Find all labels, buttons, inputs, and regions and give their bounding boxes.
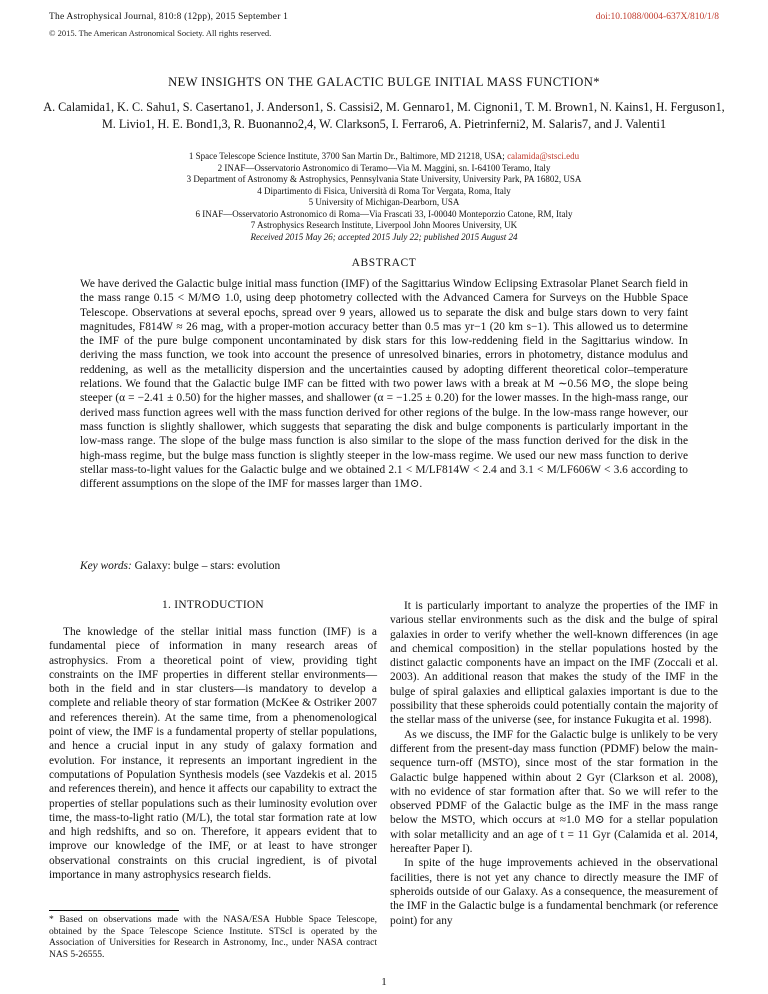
affiliation-1: 1 Space Telescope Science Institute, 3700 San Martin Dr., Baltimore, MD 21218, USA; [188, 151, 505, 161]
author-list: A. Calamida1, K. C. Sahu1, S. Casertano1, J. Anderson1, S. Cassisi2, M. Gennaro1, M. Cignoni1, T. M. Brown1, N. Kains1, H. Ferguson1, M. Livio1, H. E. Bond1,3, R. Buonanno2,4, W. Clarkson5, I. Ferraro6, A. Pietrinferni2, M. Salaris7, and J. Valenti1 [43, 100, 725, 131]
copyright-line: © 2015. The American Astronomical Society. All rights reserved. [49, 28, 272, 38]
email-link[interactable]: calamida@stsci.edu [507, 151, 580, 161]
intro-paragraph-2: It is particularly important to analyze the properties of the IMF in various stellar environments such as the disk and the bulge of spiral galaxies in order to verify whether the well-known differences (in age and chemical composition) in the stellar populations hosted by the distinct galactic components have an impact on the IMF (Zoccali et al. 2003). An additional reason that makes the study of the IMF in the bulge of spiral galaxies and elliptical galaxies important is due to the possibility that these spheroids could potentially contain the majority of the stellar mass of the universe (see, for instance Fukugita et al. 1998). [390, 600, 718, 727]
affiliation-7: 7 Astrophysics Research Institute, Liverpool John Moores University, UK [250, 220, 518, 230]
intro-paragraph-3: As we discuss, the IMF for the Galactic bulge is unlikely to be very different from the present-day mass function (PDMF) below the main-sequence turn-off (MSTO), since most of the star formation in the Galactic bulge happened within about 2 Gyr (Clarkson et al. 2008), with no evidence of star formation after that. So we will refer to the observed PDMF of the Galactic bulge as the IMF in the mass range below the MSTO, which occurs at ≈1.0 M⊙ for a stellar population with solar metallicity and an age of t = 11 Gyr (Calamida et al. 2014, hereafter Paper I). [390, 728, 718, 856]
footnote-divider [49, 910, 179, 911]
received-dates: Received 2015 May 26; accepted 2015 July 22; published 2015 August 24 [250, 231, 518, 242]
doi-link[interactable]: doi:10.1088/0004-637X/810/1/8 [595, 12, 719, 22]
abstract-text: We have derived the Galactic bulge initial mass function (IMF) of the Sagittarius Window Eclipsing Extrasolar Planet Search field in the mass range 0.15 < M/M⊙ 1.0, using deep photometry collected with the Advanced Camera for Surveys on the Hubble Space Telescope. Observations at several epochs, spread over 9 years, allowed us to separate the disk and bulge stars down to very faint magnitudes, F814W ≈ 26 mag, with a proper-motion accuracy better than 0.5 mas yr−1 (20 km s−1). This allowed us to determine the IMF of the pure bulge component uncontaminated by disk stars for this low-reddening field in the Sagittarius window. In deriving the mass function, we took into account the presence of unresolved binaries, errors in photometry, distance modulus and reddening, as well as the metallicity dispersion and the uncertainties caused by adopting different theoretical color–temperature relations. We found that the Galactic bulge IMF can be fitted with two power laws with a break at M ∼0.56 M⊙, the slope being steeper (α = −2.41 ± 0.50) for the higher masses, and shallower (α = −1.25 ± 0.20) for the lower masses. In the high-mass range, our derived mass function agrees well with the mass function derived for other regions of the bulge. In the low-mass range however, our mass function is slightly shallower, which suggests that separating the disk and bulge components is particularly important in the low-mass range. The slope of the bulge mass function is also similar to the slope of the mass function derived for the disk in the high-mass regime, but the bulge mass function is slightly steeper in the low-mass regime. We used our new mass function to derive stellar mass-to-light values for the Galactic bulge and we obtained 2.1 < M/LF814W < 2.4 and 3.1 < M/LF606W < 3.6 according to different assumptions on the slope of the IMF for masses larger than 1M⊙. [80, 278, 688, 491]
keywords-label: Key words: [80, 560, 132, 572]
intro-paragraph-1: The knowledge of the stellar initial mass function (IMF) is a fundamental piece of information in many research areas of astrophysics. From a theoretical point of view, providing tight constraints on the IMF properties in different stellar environments—both in the field and in star clusters—is mandatory to develop a complete and reliable theory of star formation (McKee & Ostriker 2007 and references therein). At the same time, from a phenomenological point of view, the IMF is a fundamental property of stellar populations, and hence a crucial input in any study of galaxy formation and evolution. For instance, it represents an important ingredient in the computations of Population Synthesis models (see Vazdekis et al. 2015 and references therein), and hence it affects our capability to extract the properties of stellar populations such as their luminosity evolution over time, the mass-to-light ratio (M/L), the total star formation rate at low and high redshifts, and so on. Therefore, it appears evident that to improve our knowledge of the IMF, or at least to have stronger observational constraints on this crucial ingredient, is of pivotal importance in many astrophysics research fields. [49, 626, 377, 882]
page-number: 1 [381, 976, 387, 988]
paper-title: NEW INSIGHTS ON THE GALACTIC BULGE INITIAL MASS FUNCTION* [168, 75, 600, 89]
keywords [80, 560, 688, 572]
keywords-text: Galaxy: bulge – stars: evolution [134, 560, 281, 572]
journal-header: The Astrophysical Journal, 810:8 (12pp), 2015 September 1 [49, 12, 289, 22]
affiliation-2: 2 INAF—Osservatorio Astronomico di Teramo—Via M. Maggini, sn. I-64100 Teramo, Italy [217, 162, 551, 173]
abstract-heading: ABSTRACT [351, 257, 417, 269]
left-column [49, 625, 377, 882]
section-heading-introduction: 1. INTRODUCTION [162, 599, 264, 611]
intro-paragraph-4: In spite of the huge improvements achieved in the observational facilities, there is not yet any chance to directly measure the IMF of spheroids outside of our Galaxy. As a consequence, the measurement of the IMF in the Galactic bulge is a fundamental benchmark (or reference point) for any [390, 857, 718, 927]
affiliations [60, 151, 708, 243]
right-column [390, 599, 718, 928]
footnote: * Based on observations made with the NASA/ESA Hubble Space Telescope, obtained by the Space Telescope Science Institute. STScI is operated by the Association of Universities for Research in Astronomy, Inc., under NASA contract NAS 5-26555. [49, 915, 377, 960]
affiliation-4: 4 Dipartimento di Fisica, Università di Roma Tor Vergata, Roma, Italy [257, 185, 511, 196]
affiliation-5: 5 University of Michigan-Dearborn, USA [308, 197, 460, 207]
affiliation-3: 3 Department of Astronomy & Astrophysics, Pennsylvania State University, University Park, PA 16802, USA [186, 174, 582, 184]
affiliation-6: 6 INAF—Osservatorio Astronomico di Roma—Via Frascati 33, I-00040 Monteporzio Catone, RM, Italy [195, 208, 573, 219]
